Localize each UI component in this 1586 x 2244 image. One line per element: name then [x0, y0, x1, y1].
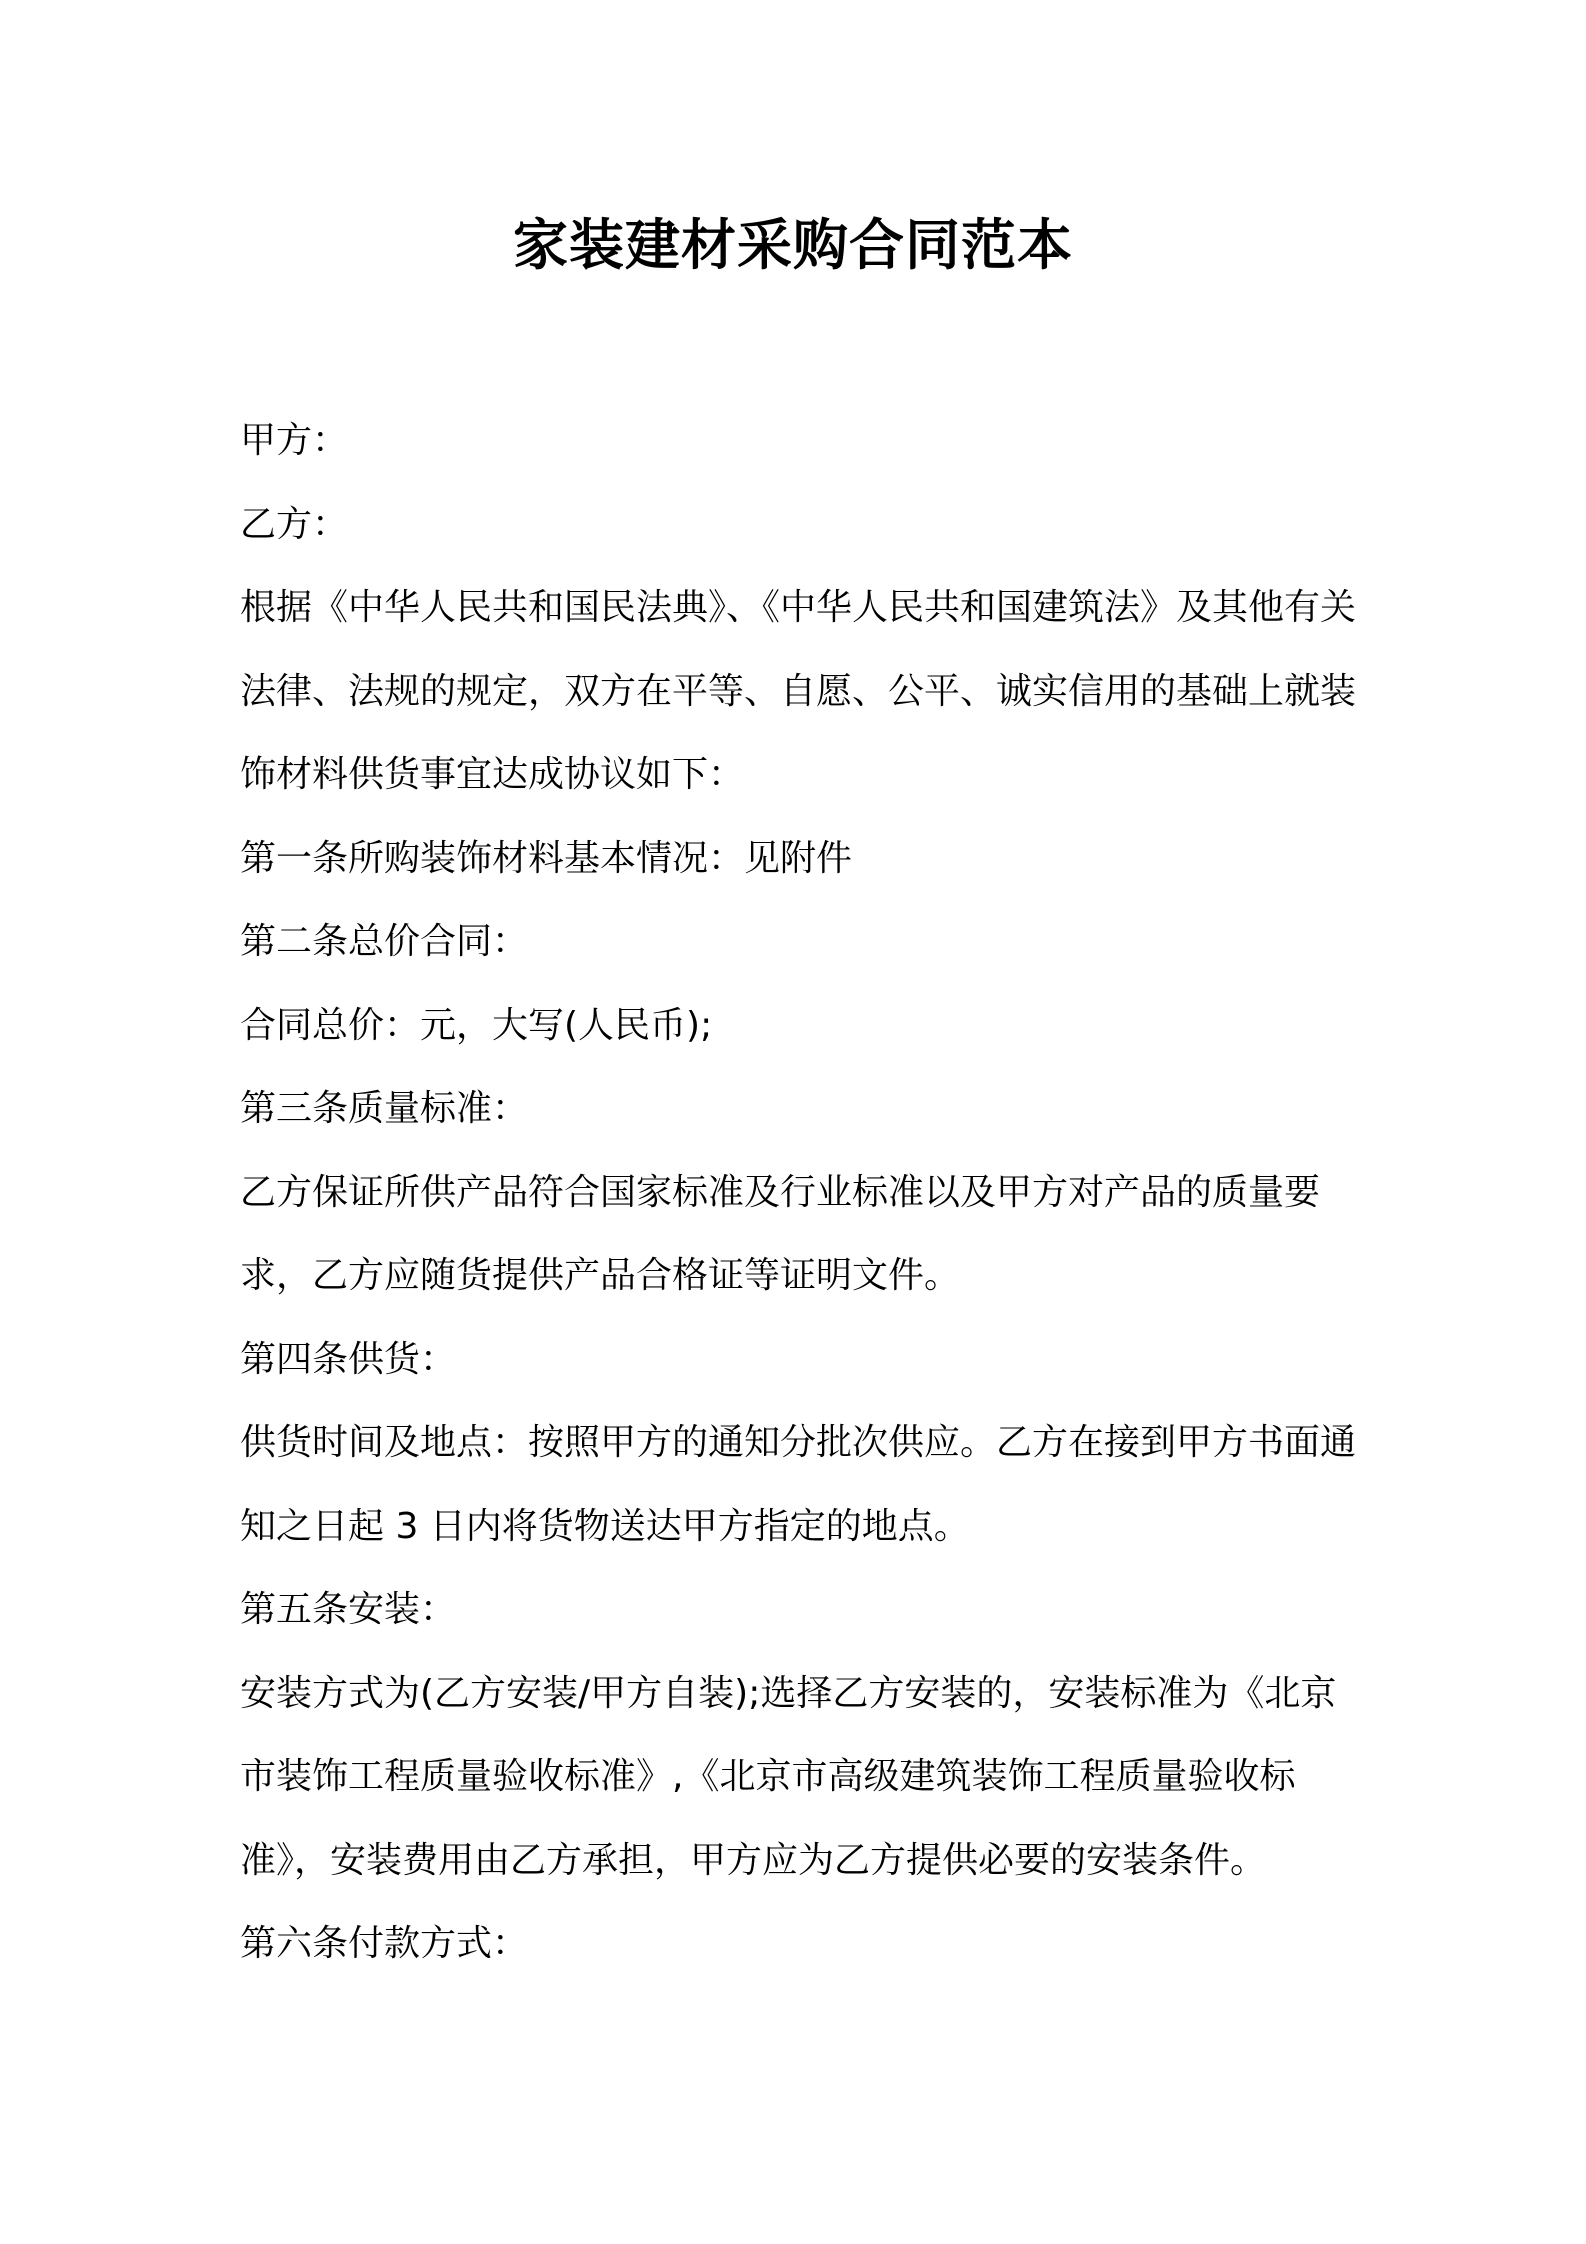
article-3-heading: 第三条质量标准：	[240, 1088, 529, 1129]
article-4-heading: 第四条供货：	[240, 1338, 457, 1380]
article-2-heading: 第二条总价合同：	[240, 921, 529, 962]
article-5-heading: 第五条安装：	[240, 1589, 457, 1630]
contract-body	[240, 399, 1370, 1986]
party-b-line: 乙方：	[240, 503, 349, 545]
party-a-line: 甲方：	[240, 420, 349, 461]
total-price-line: 合同总价：元，大写(人民币);	[240, 1004, 713, 1046]
installation-paragraph: 安装方式为(乙方安装/甲方自装);选择乙方安装的，安装标准为《北京市装饰工程质量验收标准》,《北京市高级建筑装饰工程质量验收标准》，安装费用由乙方承担，甲方应为乙方提供必要的安装条件。	[240, 1672, 1337, 1881]
preamble-paragraph: 根据《中华人民共和国民法典》、《中华人民共和国建筑法》及其他有关法律、法规的规定，双方在平等、自愿、公平、诚实信用的基础上就装饰材料供货事宜达成协议如下：	[240, 587, 1357, 795]
quality-paragraph: 乙方保证所供产品符合国家标准及行业标准以及甲方对产品的质量要求，乙方应随货提供产品合格证等证明文件。	[240, 1171, 1321, 1296]
article-6-heading: 第六条付款方式：	[240, 1923, 529, 1964]
document-title: 家装建材采购合同范本	[512, 213, 1073, 277]
supply-paragraph: 供货时间及地点：按照甲方的通知分批次供应。乙方在接到甲方书面通知之日起 3 日内将货物送达甲方指定的地点。	[240, 1422, 1357, 1547]
article-1-heading: 第一条所购装饰材料基本情况：见附件	[240, 837, 853, 879]
